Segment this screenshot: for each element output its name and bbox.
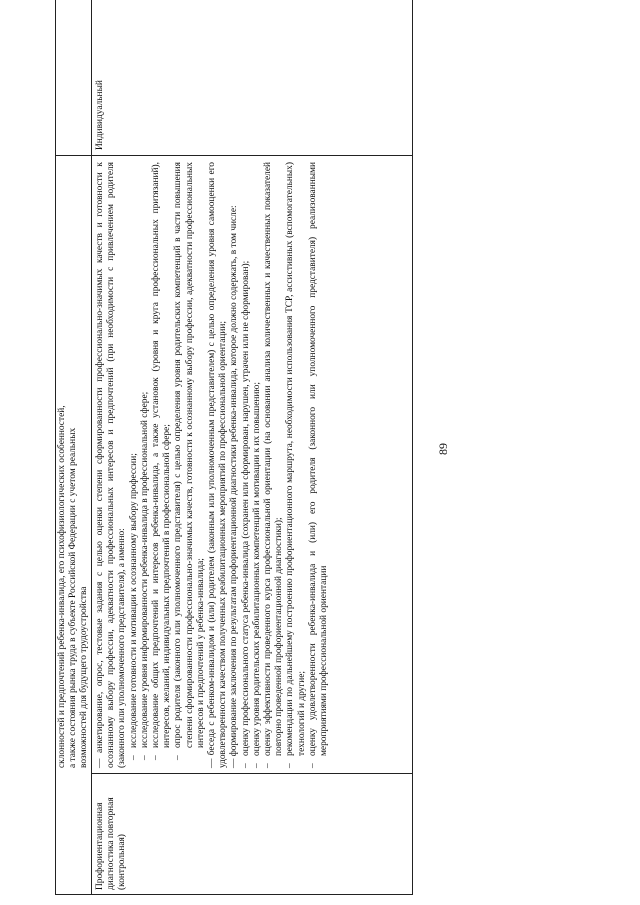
prev-row-text <box>57 164 91 768</box>
col-divider-1 <box>92 773 413 774</box>
list-item: – оценку удовлетворенности ребенка-инвалида и (или) его родителя (законного или уполномоченного представителя) реализованными мероприятиями профессиональной ориентации <box>307 162 330 768</box>
col-divider-2 <box>56 155 413 156</box>
stage-cell: Профориентационная диагностика повторная (контрольная) <box>95 797 128 890</box>
list-item: – исследование общих предпочтений и интересов ребенка-инвалида, а также установок (уровня и круга профессиональных притязаний), интересов, желаний, индивидуальных предпочтений в профессиональной сфере; <box>151 162 173 760</box>
page-number: 89 <box>436 443 450 455</box>
table <box>55 0 413 895</box>
sub-list-c <box>241 162 331 768</box>
list-item: – оценку профессионального статуса ребенка-инвалида (сохранен или сформирован, нарушен, утрачен или не сформирован); <box>240 260 251 768</box>
table-bottom-border <box>412 0 413 894</box>
list-item: – оценку уровня родительских реабилитационных компетенций и мотивации к их повышению; <box>251 381 262 768</box>
prev-row-line: склонностей и предпочтений ребенка-инвалида, его психофизиологических особенностей, <box>57 405 67 768</box>
conversation-paragraph: — беседа с ребенком-инвалидом и (или) родителем (законным или уполномоченным представителем) с целью определения уровня самооценки его удовлетворенности качеством полученных реабилитационных мероприятий по профессиональной ориентации; <box>207 162 229 768</box>
conclusion-paragraph: — формирование заключения по результатам профориентационной диагностики ребенка-инвалида, которое должно содержать, в том числе: <box>229 205 240 768</box>
intro-paragraph: — анкетирование, опрос, тестовые задания с целью оценки степени сформированности профессионально-значимых качеств и готовности к осознанному выбору профессии, адекватности профессиональных интересов и предпочтений (при необходимости с привлечением родителя (законного или уполномоченного представителя), а именно: <box>95 162 128 768</box>
row-divider <box>91 0 92 894</box>
format-cell: Индивидуальный <box>95 80 105 150</box>
prev-row-line: а также состояния рынка труда в субъекте Российской Федерации с учетом реальных <box>68 427 79 768</box>
list-item: – исследование готовности и мотивации к осознанному выбору профессии; <box>128 453 139 760</box>
prev-row-line: возможностей для будущего трудоустройства <box>79 586 90 768</box>
sub-list-a <box>129 162 207 768</box>
content-cell <box>95 162 330 768</box>
list-item: – исследование уровня информированности ребенка-инвалида в профессиональной сфере; <box>139 391 150 760</box>
list-item: – оценку эффективности проведенного курса профессиональной ориентации (на основании анализа количественных и качественных показателей повторно проведенной профориентационной диагностики); <box>263 162 285 768</box>
list-item: – рекомендации по дальнейшему построению профориентационного маршрута, необходимости использования ТСР, ассистивных (вспомогательных) технологий и другие; <box>285 162 307 768</box>
list-item: – опрос родителя (законного или уполномоченного представителя) с целью определения уровня родительских компетенций в части повышения степени сформированности профессионально-значимых качеств, готовности к осознанному выбору профессии, адекватности профессиональных интересов и предпочтений у ребенка-инвалида; <box>173 162 206 760</box>
